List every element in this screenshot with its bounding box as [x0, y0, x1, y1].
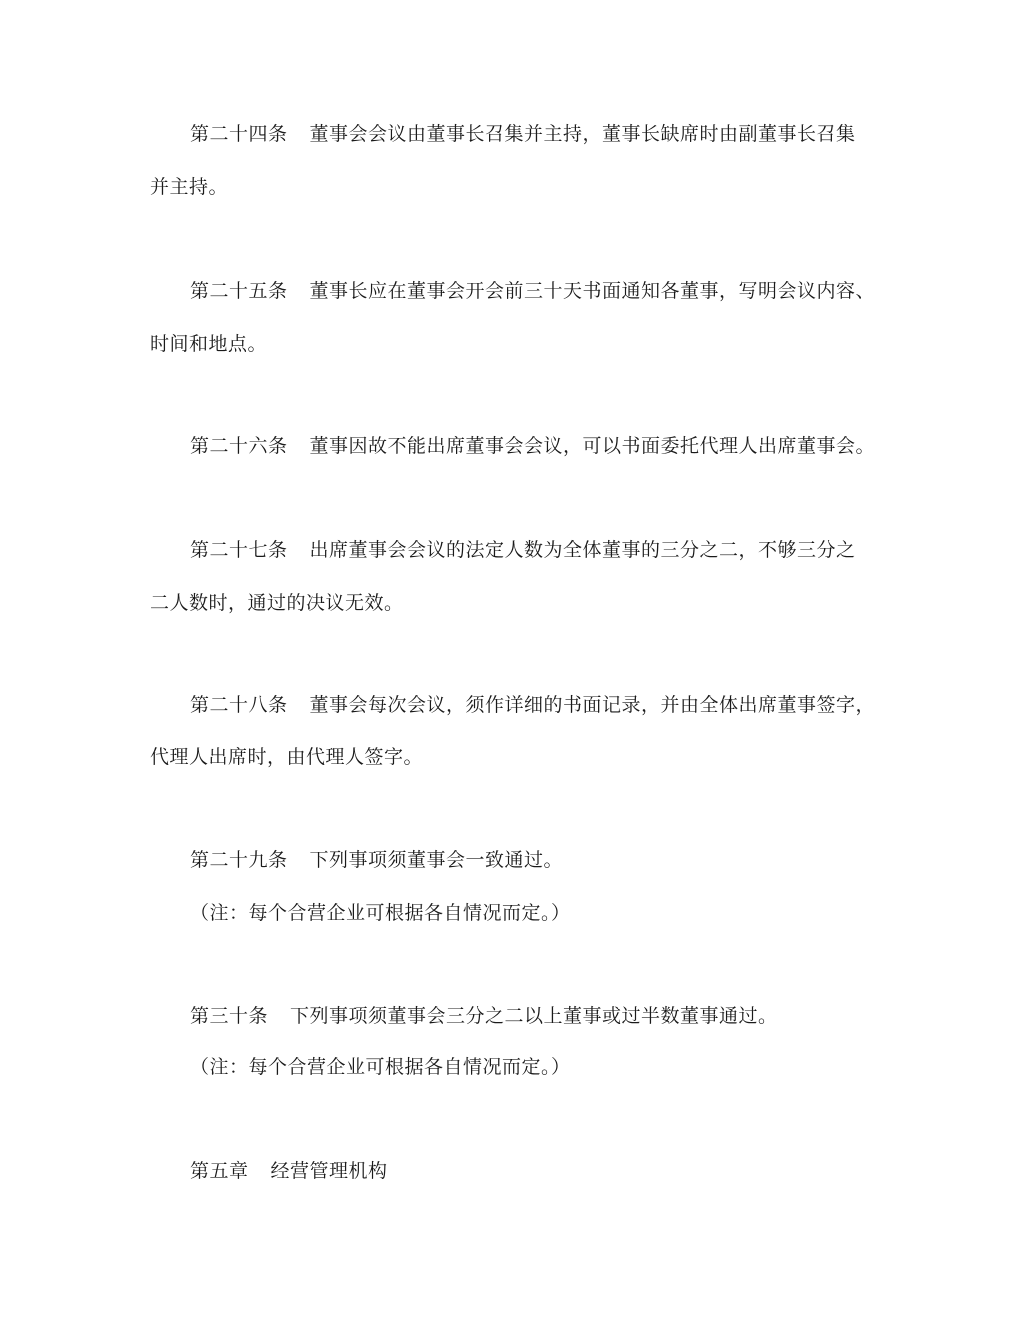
- article-text: 出席董事会会议的法定人数为全体董事的三分之二，不够三分之: [309, 539, 856, 561]
- article-number: 第二十五条: [190, 280, 288, 302]
- article-number: 第二十七条: [190, 539, 288, 561]
- article-text: 董事因故不能出席董事会会议，可以书面委托代理人出席董事会。: [309, 435, 876, 457]
- article-27-line1: [190, 538, 856, 562]
- article-text: 董事长应在董事会开会前三十天书面通知各董事，写明会议内容、: [309, 280, 876, 302]
- article-number: 第三十条: [190, 1005, 269, 1027]
- article-26-line1: [190, 434, 875, 458]
- article-number: 第二十四条: [190, 123, 288, 145]
- article-30-line1: [190, 1004, 778, 1028]
- article-number: 第二十六条: [190, 435, 288, 457]
- article-29-line1: [190, 848, 563, 872]
- article-28-line1: [190, 693, 875, 717]
- article-number: 第二十八条: [190, 694, 288, 716]
- article-25-line2: 时间和地点。: [150, 333, 268, 355]
- article-24-line2: 并主持。: [150, 176, 229, 198]
- article-number: 第二十九条: [190, 849, 288, 871]
- chapter-title: 经营管理机构: [270, 1160, 388, 1182]
- article-text: 董事会会议由董事长召集并主持，董事长缺席时由副董事长召集: [309, 123, 856, 145]
- article-text: 下列事项须董事会三分之二以上董事或过半数董事通过。: [290, 1005, 778, 1027]
- article-text: 下列事项须董事会一致通过。: [309, 849, 564, 871]
- article-28-line2: 代理人出席时，由代理人签字。: [150, 746, 424, 768]
- article-29-note: （注：每个合营企业可根据各自情况而定。）: [190, 902, 571, 924]
- article-27-line2: 二人数时，通过的决议无效。: [150, 592, 404, 614]
- chapter-heading: [190, 1159, 388, 1183]
- article-30-note: （注：每个合营企业可根据各自情况而定。）: [190, 1056, 571, 1078]
- article-25-line1: [190, 279, 875, 303]
- chapter-number: 第五章: [190, 1160, 249, 1182]
- article-24-line1: [190, 122, 856, 146]
- article-text: 董事会每次会议，须作详细的书面记录，并由全体出席董事签字，: [309, 694, 876, 716]
